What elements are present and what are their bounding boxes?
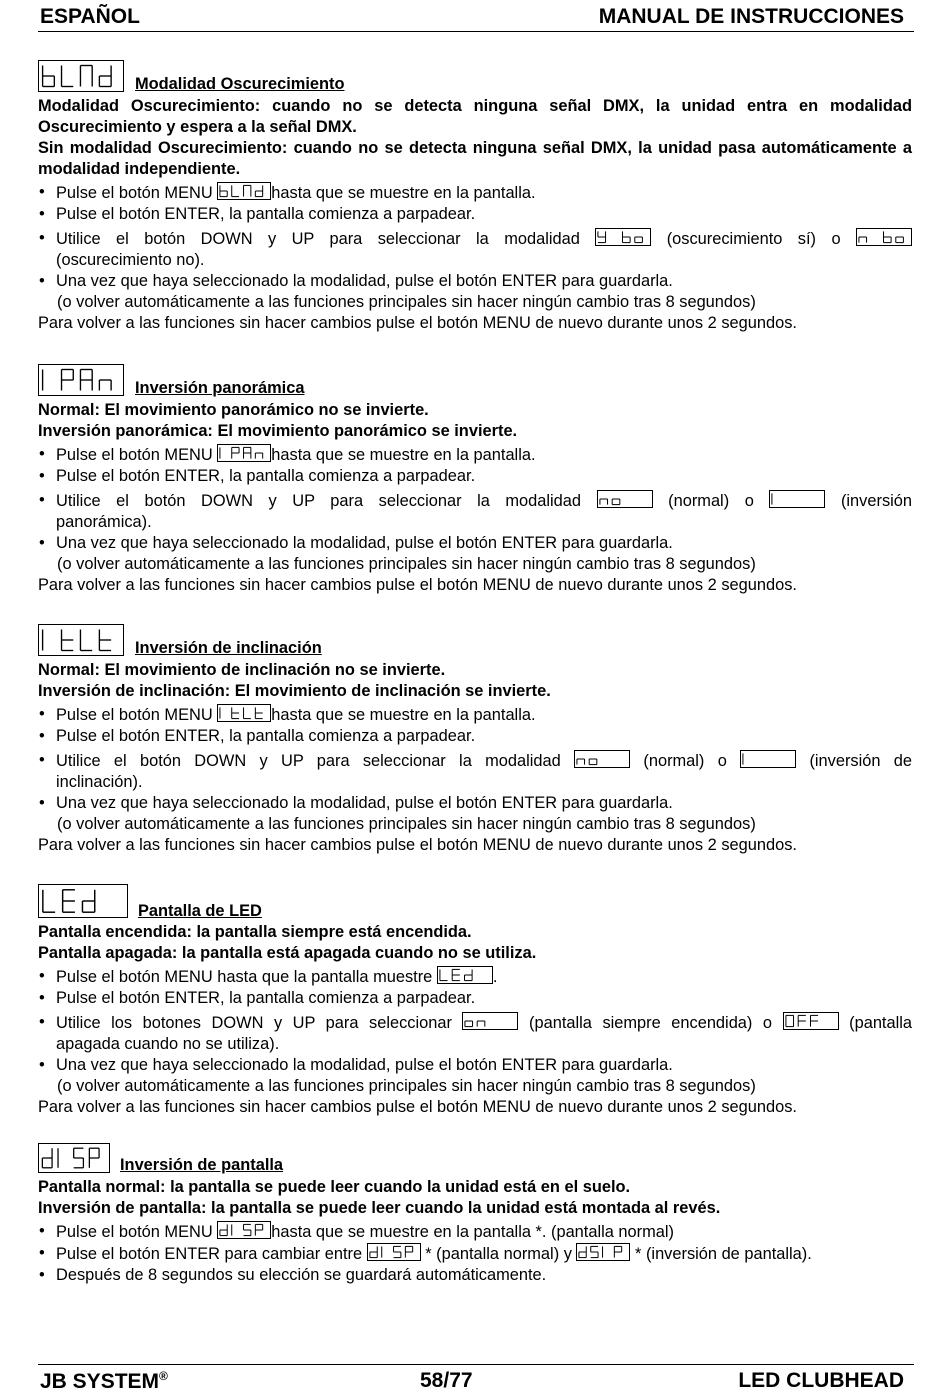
section-desc: Sin modalidad Oscurecimiento: cuando no se detecta ninguna señal DMX, la unidad pasa automáticamente a modalidad independiente. xyxy=(38,139,912,178)
lcd-display-ipan xyxy=(38,364,124,396)
section-note: Para volver a las funciones sin hacer cambios pulse el botón MENU de nuevo durante unos 2 segundos. xyxy=(38,836,797,854)
page-number: 58/77 xyxy=(420,1369,473,1392)
section-desc: Modalidad Oscurecimiento: cuando no se detecta ninguna señal DMX, la unidad entra en modalidad Oscurecimiento y espera a la señal DMX. xyxy=(38,97,912,136)
lcd-inline-no xyxy=(597,490,653,508)
lcd-inline-dsip xyxy=(576,1243,630,1261)
step-item: • Pulse el botón MENU hasta que se muestre en la pantalla. xyxy=(38,704,912,726)
page-footer xyxy=(38,1364,914,1395)
lcd-inline-off xyxy=(783,1012,839,1030)
step-item: • Después de 8 segundos su elección se guardará automáticamente. xyxy=(38,1265,912,1286)
lcd-display-blnd xyxy=(38,60,124,92)
header-language: ESPAÑOL xyxy=(40,5,140,28)
section-title: Inversión panorámica xyxy=(135,379,305,397)
section-blackout xyxy=(38,60,912,334)
step-note: (o volver automáticamente a las funciones principales sin hacer ningún cambio tras 8 segundos) xyxy=(57,555,756,573)
section-desc: Normal: El movimiento de inclinación no se invierte. xyxy=(38,661,446,679)
step-item: • Pulse el botón MENU hasta que se muestre en la pantalla. xyxy=(38,182,912,204)
lcd-display-disp xyxy=(38,1143,110,1173)
lcd-inline-no xyxy=(574,750,630,768)
section-desc: Normal: El movimiento panorámico no se invierte. xyxy=(38,401,429,419)
lcd-inline-itlt xyxy=(217,704,271,722)
step-item: • Una vez que haya seleccionado la modalidad, pulse el botón ENTER para guardarla. xyxy=(38,793,912,814)
step-item: • Pulse el botón ENTER para cambiar entre * (pantalla normal) y * (inversión de pantalla). xyxy=(38,1243,912,1265)
section-desc: Inversión de inclinación: El movimiento de inclinación se invierte. xyxy=(38,682,551,700)
section-tilt-inversion xyxy=(38,624,912,856)
lcd-inline-blnd xyxy=(217,182,271,200)
lcd-inline-led xyxy=(437,966,493,984)
step-item: • Pulse el botón MENU hasta que se muestre en la pantalla *. (pantalla normal) xyxy=(38,1221,912,1243)
step-item: • Una vez que haya seleccionado la modalidad, pulse el botón ENTER para guardarla. xyxy=(38,533,912,554)
section-title: Inversión de pantalla xyxy=(120,1156,284,1174)
step-item: • Una vez que haya seleccionado la modalidad, pulse el botón ENTER para guardarla. xyxy=(38,1055,912,1076)
step-item: • Pulse el botón ENTER, la pantalla comienza a parpadear. xyxy=(38,204,912,225)
step-item: • Pulse el botón ENTER, la pantalla comienza a parpadear. xyxy=(38,466,912,487)
lcd-inline-on xyxy=(462,1012,518,1030)
step-note: (o volver automáticamente a las funciones principales sin hacer ningún cambio tras 8 segundos) xyxy=(57,1077,756,1095)
step-item: • Pulse el botón ENTER, la pantalla comienza a parpadear. xyxy=(38,726,912,747)
header-manual-title: MANUAL DE INSTRUCCIONES xyxy=(598,5,904,28)
step-item: • Utilice el botón DOWN y UP para seleccionar la modalidad (normal) o (inversión de inclinación). xyxy=(38,750,912,793)
footer-brand: JB SYSTEM® xyxy=(40,1369,168,1393)
section-note: Para volver a las funciones sin hacer cambios pulse el botón MENU de nuevo durante unos 2 segundos. xyxy=(38,314,797,332)
step-item: • Pulse el botón MENU hasta que la pantalla muestre . xyxy=(38,966,912,988)
lcd-inline-ipan xyxy=(217,444,271,462)
step-note: (o volver automáticamente a las funciones principales sin hacer ningún cambio tras 8 segundos) xyxy=(57,815,756,833)
section-title: Modalidad Oscurecimiento xyxy=(135,75,345,93)
page-header xyxy=(38,3,914,32)
step-item: • Utilice el botón DOWN y UP para seleccionar la modalidad (oscurecimiento sí) o (oscurecimiento no). xyxy=(38,228,912,271)
section-note: Para volver a las funciones sin hacer cambios pulse el botón MENU de nuevo durante unos 2 segundos. xyxy=(38,576,797,594)
step-item: • Una vez que haya seleccionado la modalidad, pulse el botón ENTER para guardarla. xyxy=(38,271,912,292)
lcd-inline-ybo xyxy=(595,228,651,246)
step-item: • Utilice los botones DOWN y UP para seleccionar (pantalla siempre encendida) o (pantalla apagada cuando no se utiliza). xyxy=(38,1012,912,1055)
section-desc: Pantalla normal: la pantalla se puede leer cuando la unidad está en el suelo. xyxy=(38,1178,631,1196)
step-note: (o volver automáticamente a las funciones principales sin hacer ningún cambio tras 8 segundos) xyxy=(57,293,756,311)
lcd-display-itlt xyxy=(38,624,124,656)
section-led-display xyxy=(38,884,912,1118)
lcd-inline-one xyxy=(740,750,796,768)
lcd-inline-disp xyxy=(367,1243,421,1261)
step-item: • Pulse el botón ENTER, la pantalla comienza a parpadear. xyxy=(38,988,912,1009)
section-pan-inversion xyxy=(38,364,912,596)
section-display-inversion xyxy=(38,1143,912,1286)
lcd-display-led xyxy=(38,884,128,918)
section-desc: Inversión de pantalla: la pantalla se puede leer cuando la unidad está montada al revés. xyxy=(38,1199,721,1217)
section-note: Para volver a las funciones sin hacer cambios pulse el botón MENU de nuevo durante unos 2 segundos. xyxy=(38,1098,797,1116)
footer-product: LED CLUBHEAD xyxy=(738,1369,904,1392)
lcd-inline-nbo xyxy=(856,228,912,246)
section-desc: Pantalla apagada: la pantalla está apagada cuando no se utiliza. xyxy=(38,944,537,962)
step-item: • Pulse el botón MENU hasta que se muestre en la pantalla. xyxy=(38,444,912,466)
lcd-inline-disp xyxy=(217,1221,271,1239)
step-item: • Utilice el botón DOWN y UP para seleccionar la modalidad (normal) o (inversión panorámica). xyxy=(38,490,912,533)
section-title: Inversión de inclinación xyxy=(135,639,322,657)
section-title: Pantalla de LED xyxy=(138,902,262,920)
section-desc: Pantalla encendida: la pantalla siempre está encendida. xyxy=(38,923,472,941)
section-desc: Inversión panorámica: El movimiento panorámico se invierte. xyxy=(38,422,518,440)
lcd-inline-one xyxy=(769,490,825,508)
